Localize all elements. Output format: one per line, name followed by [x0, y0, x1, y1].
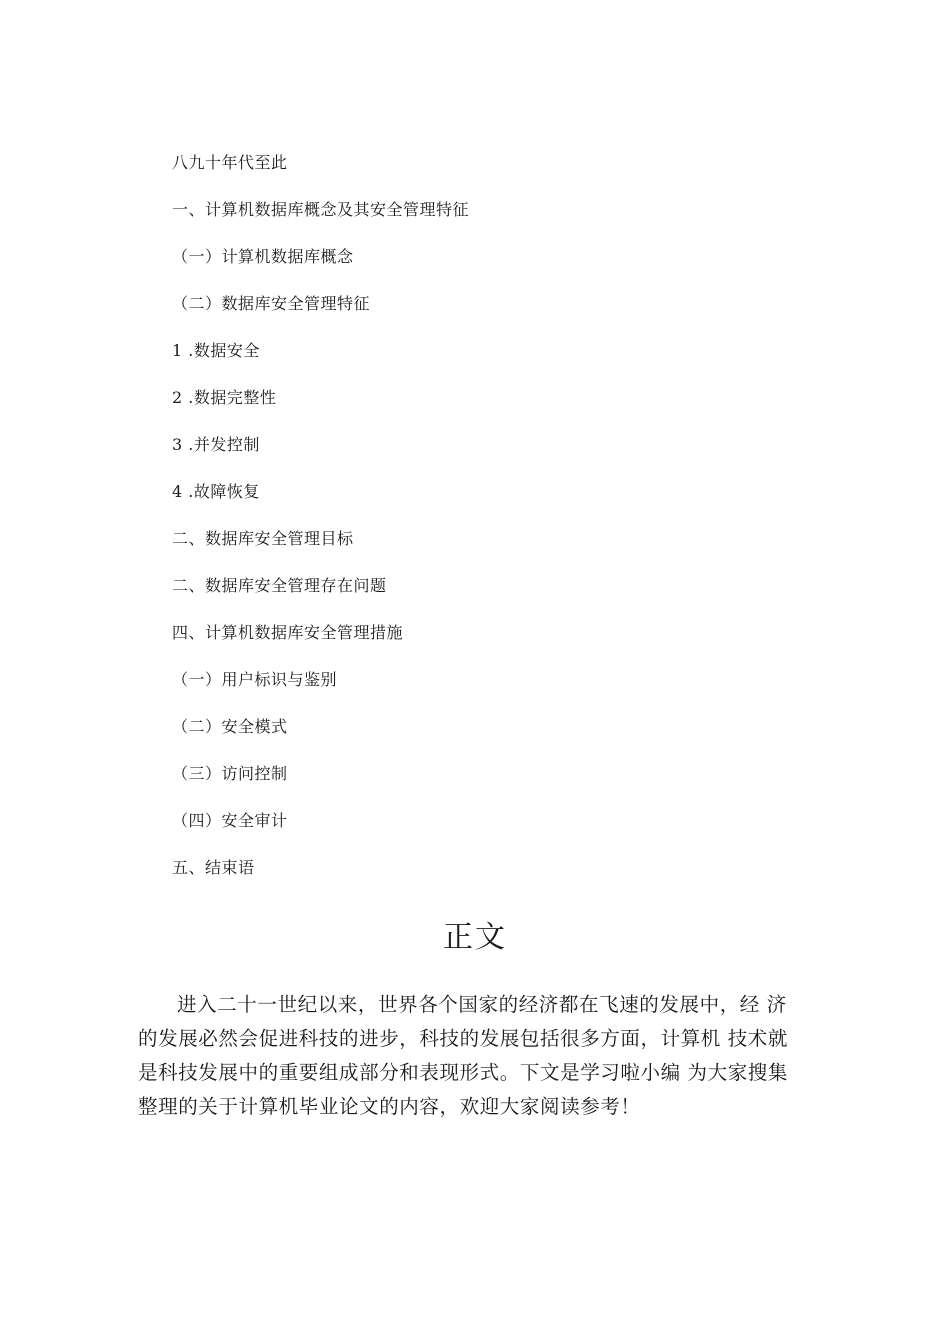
toc-subsection-4-1: （一）用户标识与鉴别 — [172, 670, 338, 689]
body-line: 整理的关于计算机毕业论文的内容，欢迎大家阅读参考！ — [138, 1095, 641, 1118]
toc-item-3: 3 .并发控制 — [172, 435, 260, 454]
toc-subsection-1-1: （一）计算机数据库概念 — [172, 247, 354, 266]
toc-item-1: 1 .数据安全 — [172, 341, 260, 360]
body-line: 进入二十一世纪以来，世界各个国家的经济都在飞速的发展中，经 济 — [177, 993, 787, 1016]
toc-section-2: 二、数据库安全管理目标 — [172, 529, 354, 548]
toc-subsection-1-2: （二）数据库安全管理特征 — [172, 294, 371, 313]
body-line: 是科技发展中的重要组成部分和表现形式。下文是学习啦小编 为大家搜集 — [138, 1061, 788, 1084]
toc-line: 八九十年代至此 — [172, 153, 288, 172]
toc-section-1: 一、计算机数据库概念及其安全管理特征 — [172, 200, 470, 219]
toc-subsection-4-3: （三）访问控制 — [172, 764, 288, 783]
toc-section-4: 四、计算机数据库安全管理措施 — [172, 623, 404, 642]
toc-item-2: 2 .数据完整性 — [172, 388, 277, 407]
toc-subsection-4-4: （四）安全审计 — [172, 811, 288, 830]
toc-item-4: 4 .故障恢复 — [172, 482, 260, 501]
toc-section-5: 五、结束语 — [172, 858, 255, 877]
toc-section-3: 二、数据库安全管理存在问题 — [172, 576, 387, 595]
body-paragraph — [138, 988, 818, 1124]
body-line: 的发展必然会促进科技的进步，科技的发展包括很多方面，计算机 技术就 — [138, 1027, 788, 1050]
main-heading: 正文 — [443, 920, 507, 955]
toc-subsection-4-2: （二）安全模式 — [172, 717, 288, 736]
